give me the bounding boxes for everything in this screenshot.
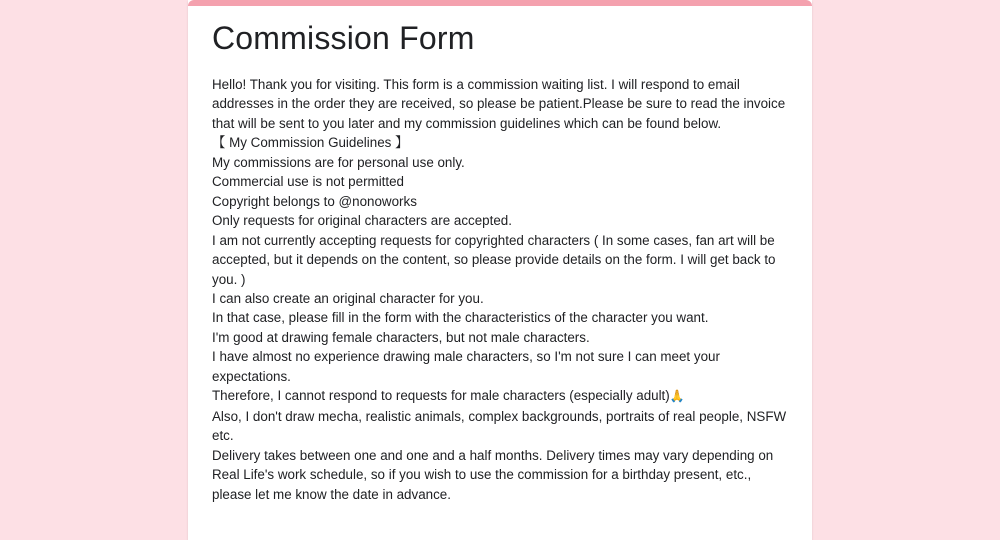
form-header-accent (188, 0, 812, 6)
guideline-male-experience: I have almost no experience drawing male characters, so I'm not sure I can meet your expectations. (212, 349, 720, 384)
guideline-copyrighted-characters: I am not currently accepting requests for copyrighted characters ( In some cases, fan art will be accepted, but it depends on the content, so please provide details on the form. I will get back to you. ) (212, 232, 776, 287)
guideline-copyright: Copyright belongs to @nonoworks (212, 193, 417, 209)
guideline-personal-use: My commissions are for personal use only. (212, 154, 465, 170)
form-card (188, 0, 812, 540)
form-title: Commission Form (212, 20, 475, 56)
guideline-create-character: I can also create an original character for you. (212, 290, 484, 306)
guidelines-heading: 【 My Commission Guidelines 】 (212, 135, 409, 151)
guideline-male-requests (212, 386, 792, 406)
folded-hands-icon: 🙏 (669, 389, 685, 404)
description-intro: Hello! Thank you for visiting. This form is a commission waiting list. I will respond to email addresses in the order they are received, so please be patient.Please be sure to read the invoice that will be sent to you later and my commission guidelines which can be found below. (212, 77, 786, 131)
guideline-male-requests-text: Therefore, I cannot respond to requests for male characters (especially adult) (212, 388, 670, 404)
guideline-female-characters: I'm good at drawing female characters, but not male characters. (212, 329, 590, 345)
form-description (212, 75, 792, 504)
guideline-original-characters: Only requests for original characters are accepted. (212, 213, 512, 229)
guideline-delivery: Delivery takes between one and one and a half months. Delivery times may vary depending on Real Life's work schedule, so if you wish to use the commission for a birthday present, etc., please let me know the date in advance. (212, 447, 774, 502)
guideline-excluded-subjects: Also, I don't draw mecha, realistic animals, complex backgrounds, portraits of real people, NSFW etc. (212, 408, 787, 444)
guideline-characteristics: In that case, please fill in the form with the characteristics of the character you want. (212, 310, 709, 326)
guideline-commercial-use: Commercial use is not permitted (212, 174, 405, 190)
